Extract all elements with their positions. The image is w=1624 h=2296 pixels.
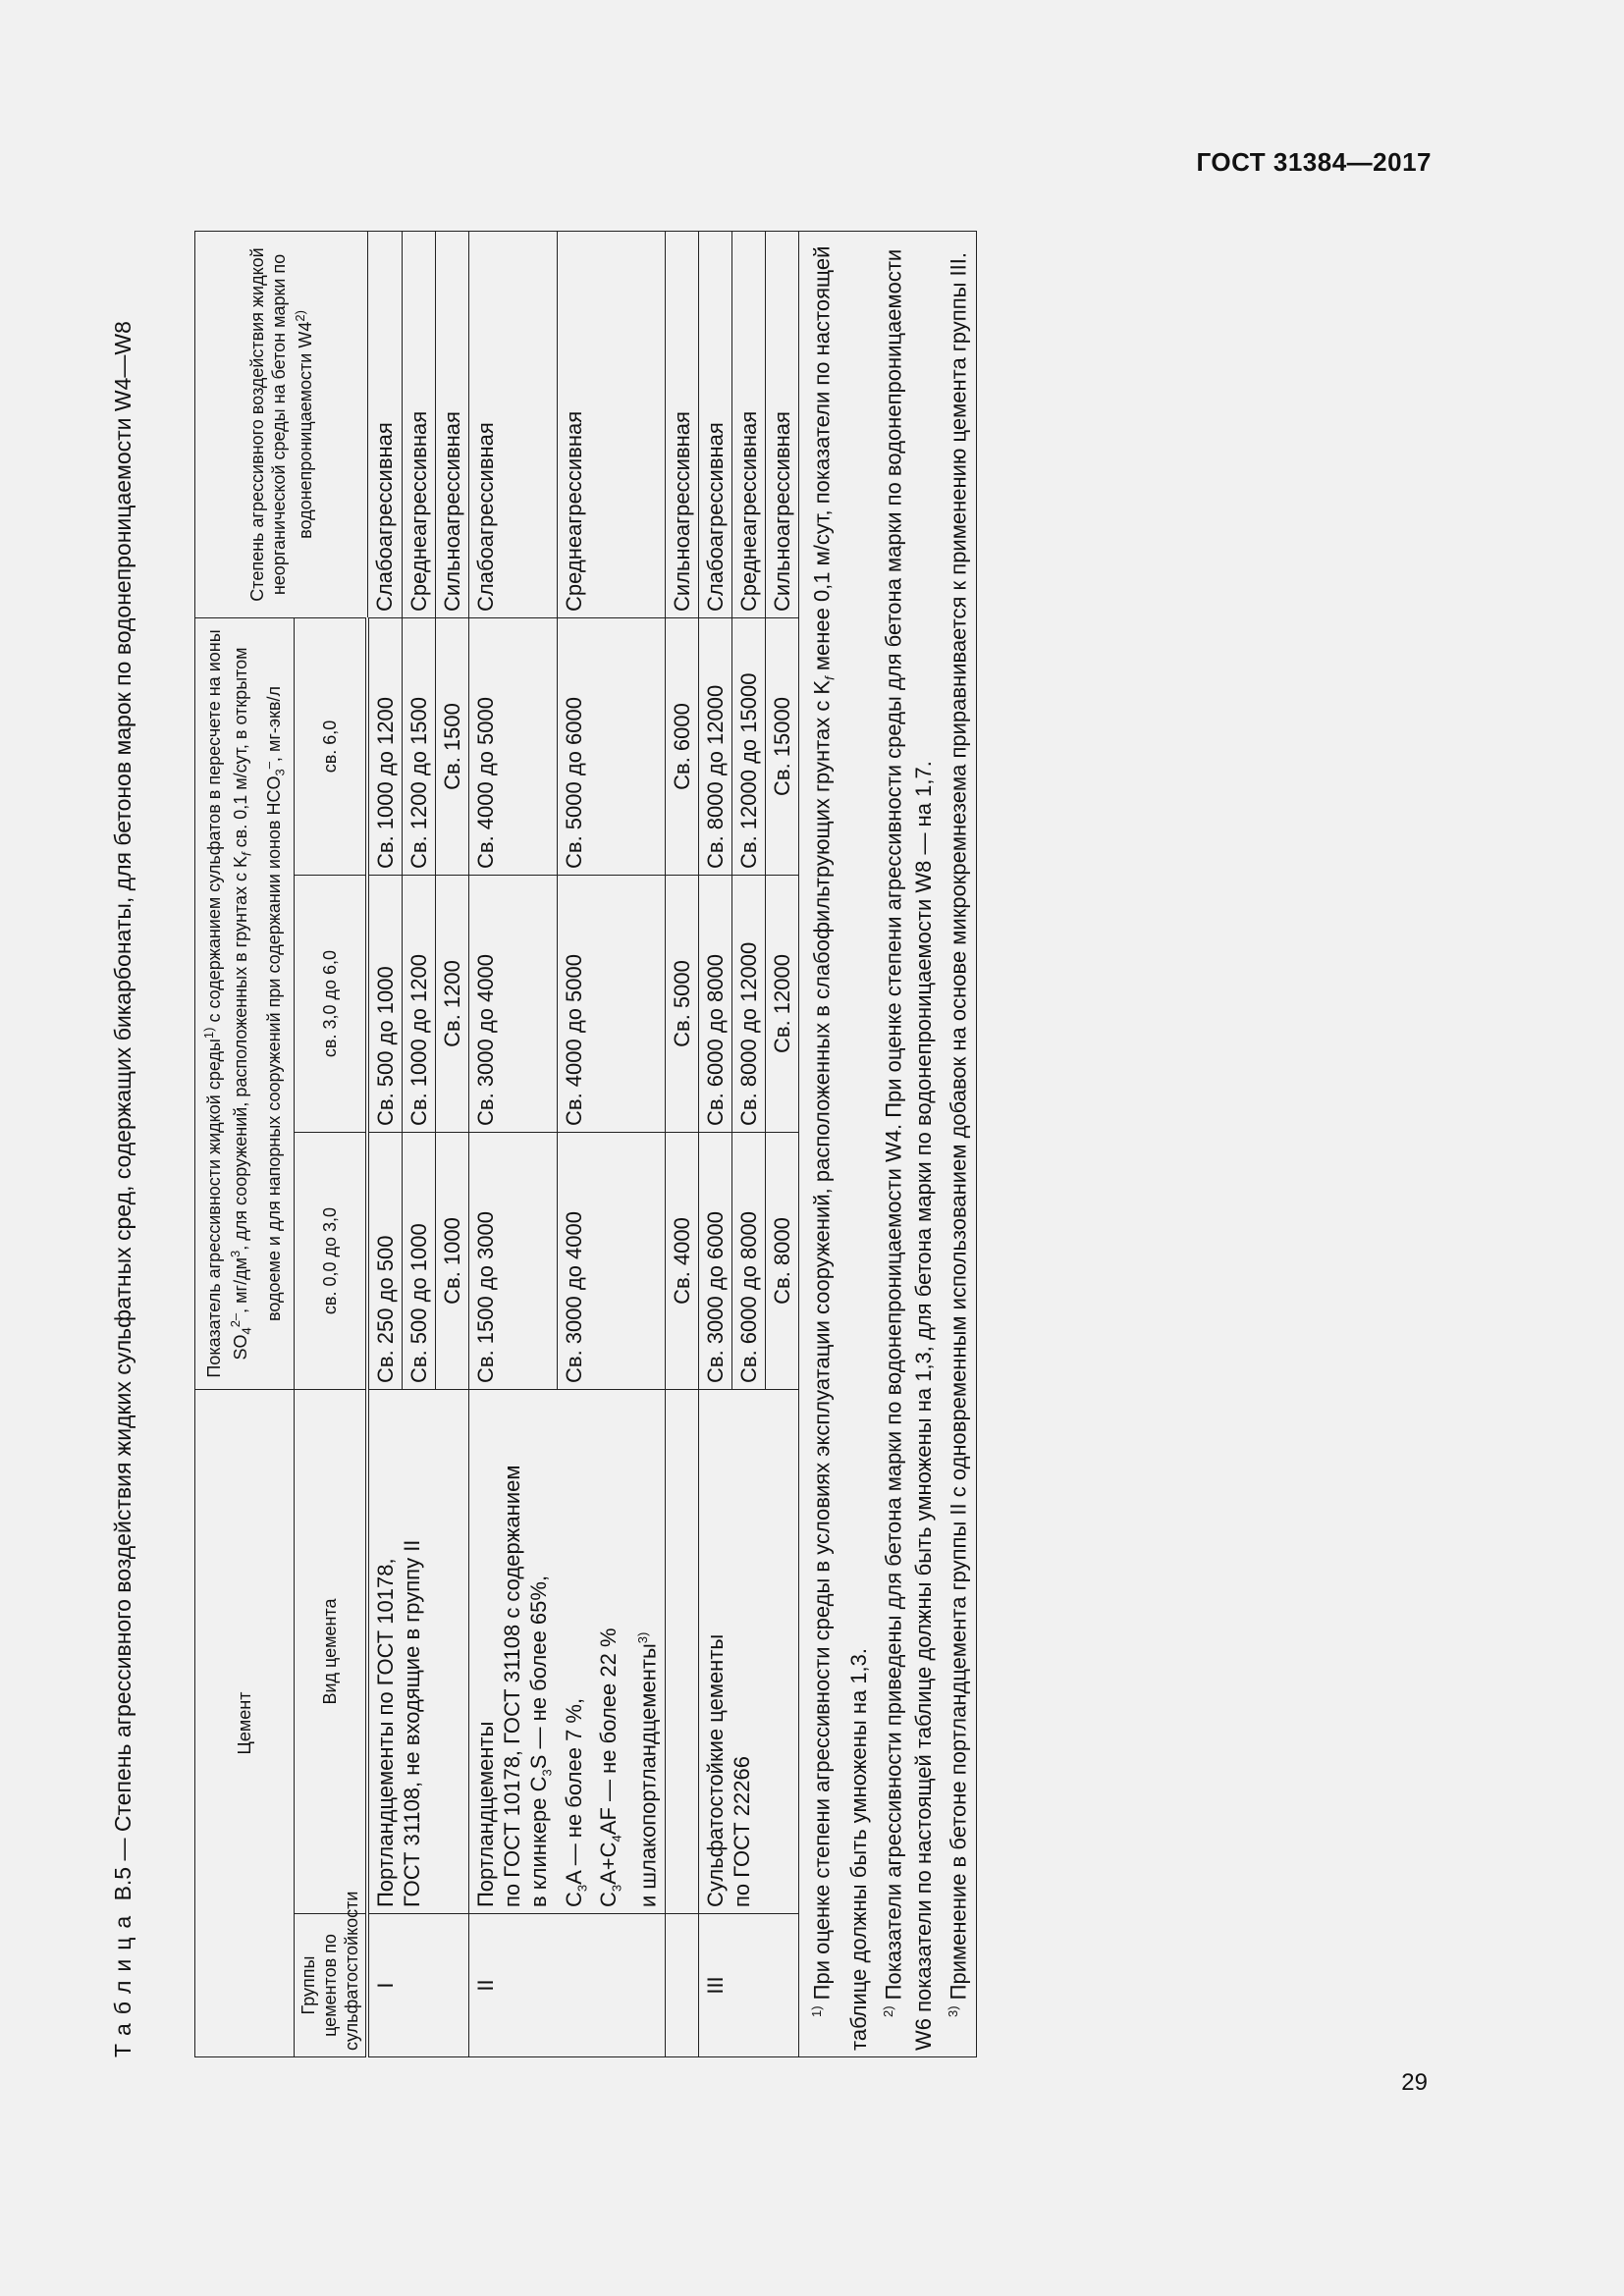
value-cell: Св. 8000 bbox=[765, 1133, 798, 1390]
value-cell: Св. 1500 bbox=[436, 617, 469, 875]
table-row bbox=[698, 231, 731, 2056]
header-degree: Степень агрессивного воздействия жидкой неорганической среды на бетон марки по водонепроницаемости W4$^{2)}$ bbox=[195, 231, 368, 617]
document-code: ГОСТ 31384—2017 bbox=[1196, 147, 1432, 177]
cement-cell: Портландцементы по ГОСТ 10178, ГОСТ 31108 с содержанием в клинкере $C_3S$ — не более 65%, $C_3A$ — не более 7 %, $C_3A+C_4AF$ — не более 22 % и шлакопортландцементы$^{3)}$ bbox=[469, 1390, 666, 1914]
aggressiveness-table bbox=[194, 231, 977, 2057]
value-cell: Св. 4000 bbox=[665, 1133, 698, 1390]
cement-cell: Сульфатостойкие цементы по ГОСТ 22266 bbox=[698, 1390, 798, 1914]
group-cell-cont bbox=[665, 1914, 698, 2057]
header-row-1 bbox=[195, 231, 295, 2056]
footnote-1: $^{1)}$ При оценке степени агрессивности среды в условиях эксплуатации сооружений, расположенных в слабофильтрующих грунтах с $K_f$ менее 0,1 м/сут, показатели по настоящей таблице должны быть умножены на 1,3. bbox=[808, 245, 872, 2051]
degree-cell: Сильноагрессивная bbox=[765, 231, 798, 617]
degree-cell: Слабоагрессивная bbox=[367, 231, 403, 617]
value-cell: Св. 4000 до 5000 bbox=[558, 876, 666, 1133]
value-cell: Св. 8000 до 12000 bbox=[698, 617, 731, 875]
value-cell: Св. 500 до 1000 bbox=[367, 876, 403, 1133]
value-cell: Св. 6000 до 8000 bbox=[698, 876, 731, 1133]
value-cell: Св. 8000 до 12000 bbox=[731, 876, 765, 1133]
cement-cell: Портландцементы по ГОСТ 10178, ГОСТ 31108, не входящие в группу II bbox=[367, 1390, 469, 1914]
footnote-3: $^{3)}$ Применение в бетоне портландцемента группы II с одновременным использованием добавок на основе микрокремнезема приравнивается к применению цемента группы III. bbox=[945, 251, 971, 2017]
degree-cell: Среднеагрессивная bbox=[403, 231, 436, 617]
value-cell: Св. 6000 до 8000 bbox=[731, 1133, 765, 1390]
value-cell: Св. 3000 до 4000 bbox=[469, 876, 558, 1133]
table-notes bbox=[798, 231, 976, 2056]
header-cement-type: Вид цемента bbox=[295, 1390, 368, 1914]
degree-cell: Среднеагрессивная bbox=[731, 231, 765, 617]
footnote-2: $^{2)}$ Показатели агрессивности приведены для бетона марки по водонепроницаемости W4. При оценке степени агрессивности среды для бетона марки по водонепроницаемости W6 показатели по настоящей таблице должны быть умножены на 1,3, для бетона марки по водонепроницаемости W8 — на 1,7. bbox=[881, 248, 936, 2051]
value-cell: Св. 1000 до 1200 bbox=[403, 876, 436, 1133]
value-cell: Св. 12000 bbox=[765, 876, 798, 1133]
group-cell: III bbox=[698, 1914, 798, 2057]
value-cell: Св. 15000 bbox=[765, 617, 798, 875]
value-cell: Св. 5000 bbox=[665, 876, 698, 1133]
value-cell: Св. 6000 bbox=[665, 617, 698, 875]
value-cell: Св. 250 до 500 bbox=[367, 1133, 403, 1390]
header-cement: Цемент bbox=[195, 1390, 295, 2057]
table-caption bbox=[108, 232, 137, 2057]
group-cell: I bbox=[367, 1914, 469, 2057]
value-cell: Св. 1000 до 1200 bbox=[367, 617, 403, 875]
header-range-2: св. 3,0 до 6,0 bbox=[295, 876, 368, 1133]
value-cell: Св. 3000 до 4000 bbox=[558, 1133, 666, 1390]
caption-text: В.5 — Степень агрессивного воздействия жидких сульфатных сред, содержащих бикарбонаты, для бетонов марок по водонепроницаемости W4—W8 bbox=[110, 321, 135, 1901]
header-indicator: Показатель агрессивности жидкой среды$^{1)}$ с содержанием сульфатов в пересчете на ионы $SO_4^{2-}$, $мг/дм^3$, для сооружений, расположенных в грунтах с $K_f$ св. 0,1 м/сут, в открытом водоеме и для напорных сооружений при содержании ионов $HCO_3^-$, мг-экв/л bbox=[195, 617, 295, 1389]
value-cell: Св. 1500 до 3000 bbox=[469, 1133, 558, 1390]
degree-cell: Слабоагрессивная bbox=[698, 231, 731, 617]
value-cell: Св. 4000 до 5000 bbox=[469, 617, 558, 875]
table-row bbox=[367, 231, 403, 2056]
header-range-3: св. 6,0 bbox=[295, 617, 368, 875]
degree-cell: Слабоагрессивная bbox=[469, 231, 558, 617]
value-cell: Св. 12000 до 15000 bbox=[731, 617, 765, 875]
table-row bbox=[665, 231, 698, 2056]
group-cell: II bbox=[469, 1914, 666, 2057]
rotated-table-block bbox=[108, 232, 1090, 2057]
table-notes-row bbox=[798, 231, 976, 2056]
value-cell: Св. 1200 до 1500 bbox=[403, 617, 436, 875]
caption-label: Таблица bbox=[110, 1906, 135, 2057]
value-cell: Св. 1000 bbox=[436, 1133, 469, 1390]
degree-cell: Сильноагрессивная bbox=[436, 231, 469, 617]
degree-cell: Сильноагрессивная bbox=[665, 231, 698, 617]
value-cell: Св. 3000 до 6000 bbox=[698, 1133, 731, 1390]
degree-cell: Среднеагрессивная bbox=[558, 231, 666, 617]
value-cell: Св. 500 до 1000 bbox=[403, 1133, 436, 1390]
header-range-1: св. 0,0 до 3,0 bbox=[295, 1133, 368, 1390]
page-number: 29 bbox=[1401, 2069, 1428, 2096]
cement-cell-cont bbox=[665, 1390, 698, 1914]
header-group: Группы цементов по сульфатостойкости bbox=[295, 1914, 368, 2057]
value-cell: Св. 5000 до 6000 bbox=[558, 617, 666, 875]
value-cell: Св. 1200 bbox=[436, 876, 469, 1133]
